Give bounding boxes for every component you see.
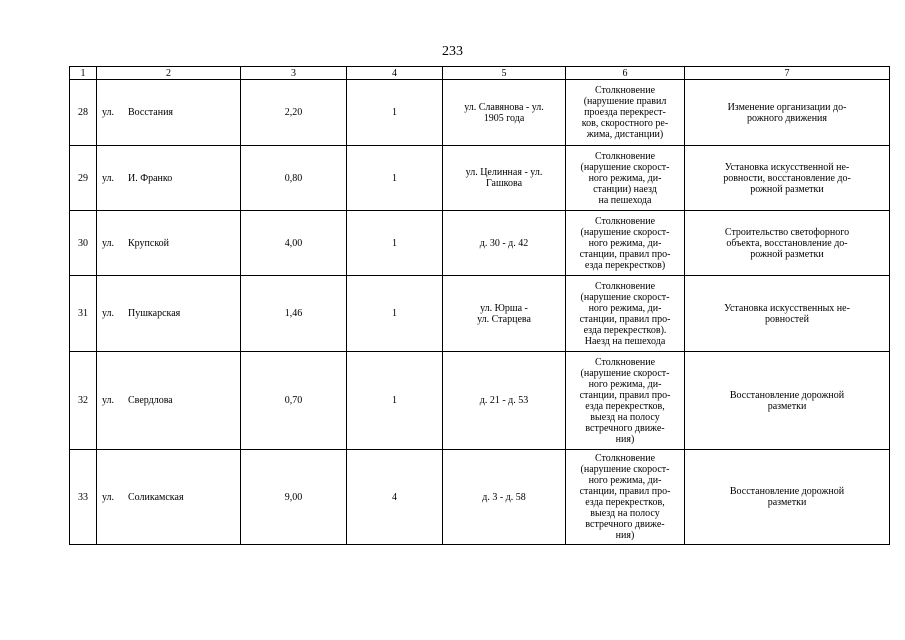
length-cell: 9,00 <box>241 450 347 545</box>
length-cell: 0,70 <box>241 352 347 450</box>
table-row <box>70 352 890 450</box>
row-number: 31 <box>70 276 97 352</box>
section-cell <box>443 352 566 450</box>
street-prefix: ул. <box>102 237 115 249</box>
section-text: ул. Славянова - ул. 1905 года <box>464 101 544 124</box>
street-name: Пушкарская <box>128 308 181 319</box>
street-name: Восстания <box>128 107 174 118</box>
row-number: 32 <box>70 352 97 450</box>
column-header: 5 <box>443 67 566 80</box>
row-number: 33 <box>70 450 97 545</box>
cause-text: Столкновение (нарушение скорост- ного режима, ди- станции, правил про- езда перекрестков) <box>579 215 671 271</box>
row-number: 29 <box>70 146 97 211</box>
street-cell <box>97 352 241 450</box>
count-cell: 1 <box>347 352 443 450</box>
section-text: д. 21 - д. 53 <box>479 395 529 406</box>
street-cell <box>97 146 241 211</box>
cause-text: Столкновение (нарушение скорост- ного режима, ди- станции, правил про- езда перекрестков, выезд на полосу встречного движе- ния) <box>579 453 671 541</box>
cause-text: Столкновение (нарушение правил проезда перекрест- ков, скоростного ре- жима, дистанции) <box>581 85 669 140</box>
count-cell: 4 <box>347 450 443 545</box>
column-header: 4 <box>347 67 443 80</box>
cause-text: Столкновение (нарушение скорост- ного режима, ди- станции) наезд на пешехода <box>580 150 670 206</box>
measure-cell <box>685 450 890 545</box>
cause-text: Столкновение (нарушение скорост- ного режима, ди- станции, правил про- езда перекрестков, выезд на полосу встречного движе- ния) <box>579 356 671 445</box>
count-cell: 1 <box>347 276 443 352</box>
table-row <box>70 276 890 352</box>
street-prefix: ул. <box>102 491 115 503</box>
street-name: Соликамская <box>128 491 184 503</box>
measure-cell <box>685 352 890 450</box>
cause-cell <box>566 80 685 146</box>
cause-cell <box>566 211 685 276</box>
measure-text: Установка искусственных не- ровностей <box>724 302 850 325</box>
section-text: д. 3 - д. 58 <box>482 491 526 503</box>
measure-text: Восстановление дорожной разметки <box>729 389 845 412</box>
cause-cell <box>566 276 685 352</box>
table-row <box>70 211 890 276</box>
length-cell: 0,80 <box>241 146 347 211</box>
street-prefix: ул. <box>102 308 115 319</box>
street-name: И. Франко <box>128 172 173 184</box>
column-header: 3 <box>241 67 347 80</box>
column-number-row <box>70 67 890 80</box>
column-header: 6 <box>566 67 685 80</box>
measure-cell <box>685 276 890 352</box>
measure-cell <box>685 211 890 276</box>
column-header: 2 <box>97 67 241 80</box>
length-cell: 1,46 <box>241 276 347 352</box>
table-row <box>70 80 890 146</box>
row-number: 28 <box>70 80 97 146</box>
cause-cell <box>566 146 685 211</box>
street-prefix: ул. <box>102 172 115 184</box>
section-cell <box>443 450 566 545</box>
section-cell <box>443 146 566 211</box>
street-prefix: ул. <box>102 107 115 118</box>
street-name: Крупской <box>128 237 170 249</box>
column-header: 1 <box>70 67 97 80</box>
column-header: 7 <box>685 67 890 80</box>
measure-text: Установка искусственной не- ровности, восстановление до- рожной разметки <box>723 161 851 195</box>
count-cell: 1 <box>347 211 443 276</box>
section-text: ул. Целинная - ул. Гашкова <box>465 167 543 189</box>
length-cell: 2,20 <box>241 80 347 146</box>
measure-cell <box>685 146 890 211</box>
measure-text: Изменение организации до- рожного движения <box>727 101 847 124</box>
cause-text: Столкновение (нарушение скорост- ного режима, ди- станции, правил про- езда перекрестков). Наезд на пешехода <box>579 280 671 347</box>
street-cell <box>97 80 241 146</box>
cause-cell <box>566 450 685 545</box>
street-cell <box>97 276 241 352</box>
street-prefix: ул. <box>102 395 115 406</box>
row-number: 30 <box>70 211 97 276</box>
count-cell: 1 <box>347 80 443 146</box>
table-row <box>70 450 890 545</box>
street-cell <box>97 211 241 276</box>
section-text: д. 30 - д. 42 <box>479 237 529 249</box>
street-cell <box>97 450 241 545</box>
count-cell: 1 <box>347 146 443 211</box>
page-number: 233 <box>442 44 463 59</box>
street-name: Свердлова <box>128 395 173 406</box>
section-text: ул. Юрша - ул. Старцева <box>477 302 531 325</box>
measure-text: Восстановление дорожной разметки <box>729 486 845 508</box>
length-cell: 4,00 <box>241 211 347 276</box>
section-cell <box>443 211 566 276</box>
table-row <box>70 146 890 211</box>
section-cell <box>443 80 566 146</box>
road-accidents-table <box>69 66 890 545</box>
cause-cell <box>566 352 685 450</box>
section-cell <box>443 276 566 352</box>
measure-cell <box>685 80 890 146</box>
measure-text: Строительство светофорного объекта, восстановление до- рожной разметки <box>724 226 850 260</box>
